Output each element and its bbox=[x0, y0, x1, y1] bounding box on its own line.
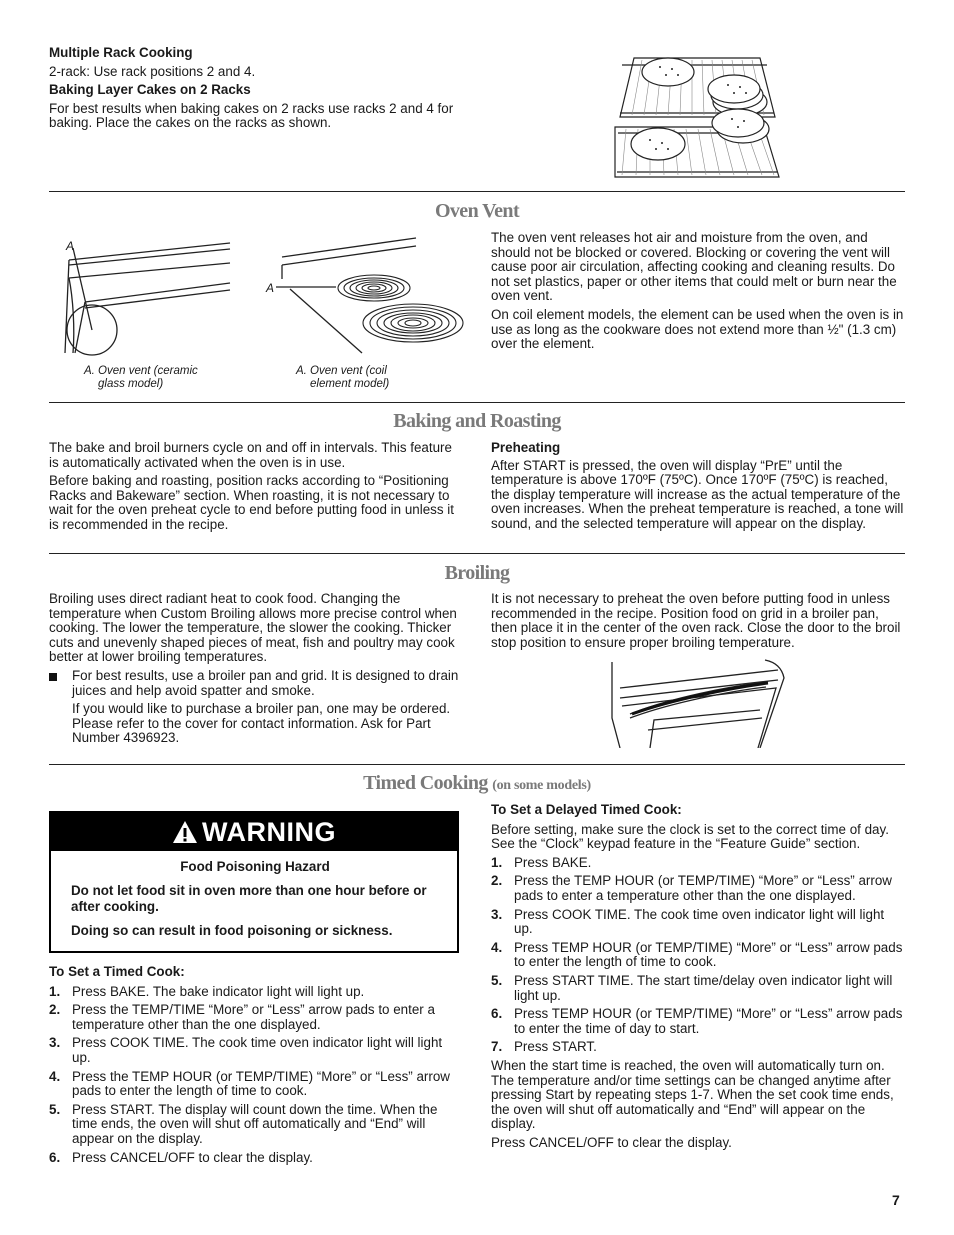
warning-triangle-icon bbox=[172, 820, 198, 844]
delayed-cook-p2: Press CANCEL/OFF to clear the display. bbox=[491, 1134, 732, 1150]
step-number: 2. bbox=[49, 1002, 61, 1018]
preheating-text: After START is pressed, the oven will display “PrE” until the temperature is above 170ºF (75ºC). Once 170ºF (75ºC) is reached, the display temperature will increase as the actual temperature of the oven increases. When the preheat temperature is reached, a tone will sound, and the selected temperature will appear on the display. bbox=[491, 457, 904, 531]
step-item bbox=[491, 874, 905, 903]
divider-3 bbox=[49, 553, 905, 554]
figure-label-a-coil: A bbox=[266, 281, 275, 295]
oven-vent-p2: On coil element models, the element can be used when the oven is in use as long as the cookware does not extend more than ½" (1.3 cm) over the element. bbox=[491, 306, 904, 352]
step-item bbox=[491, 974, 905, 1003]
step-text: Press START. bbox=[514, 1039, 597, 1055]
warning-line2: Doing so can result in food poisoning or sickness. bbox=[71, 923, 393, 938]
broiling-title: Broiling bbox=[444, 562, 510, 584]
step-number: 1. bbox=[491, 854, 503, 870]
coil-vent-illustration bbox=[276, 235, 481, 360]
step-text: Press BAKE. The bake indicator light will light up. bbox=[72, 983, 365, 999]
broiling-bullet-p2: If you would like to purchase a broiler pan, one may be ordered. Please refer to the cover for contact information. Ask for Part Number 4396923. bbox=[72, 701, 451, 746]
rack-heading: Multiple Rack Cooking bbox=[49, 45, 193, 60]
step-number: 2. bbox=[491, 873, 503, 889]
delayed-cook-p1: When the start time is reached, the oven will automatically turn on. The temperature and/or time settings can be changed anytime after pressing Start by repeating steps 1-7. When the set cook time ends, the oven will shut off automatically and “End” will appear on the display. bbox=[491, 1057, 894, 1132]
divider-1 bbox=[49, 191, 905, 192]
delayed-cook-intro: Before setting, make sure the clock is set to the correct time of day. See the “Clock” keypad feature in the “Feature Guide” section. bbox=[491, 821, 889, 852]
step-text: Press COOK TIME. The cook time oven indicator light will light up. bbox=[514, 906, 885, 937]
step-text: Press TEMP HOUR (or TEMP/TIME) “More” or “Less” arrow pads to enter the time of day to start. bbox=[514, 1006, 903, 1036]
warning-box bbox=[49, 811, 459, 953]
step-item bbox=[49, 1070, 464, 1099]
step-text: Press START. The display will count down the time. When the time ends, the oven will shut off automatically and “End” will appear on the display. bbox=[72, 1101, 438, 1146]
broiling-right-text: It is not necessary to preheat the oven before putting food in unless recommended in the recipe. Position food on grid in a broiler pan, then place it in the center of the oven rack. Close the door to the broil stop position to ensure proper broiling temperature. bbox=[491, 591, 901, 650]
oven-vent-title: Oven Vent bbox=[434, 200, 520, 222]
layer-cakes-text: For best results when baking cakes on 2 racks use racks 2 and 4 for baking. Place the cakes on the racks as shown. bbox=[49, 100, 454, 131]
baking-title: Baking and Roasting bbox=[393, 410, 561, 432]
broiling-p1: Broiling uses direct radiant heat to cook food. Changing the temperature when Custom Broiling allows more precise control when cooking. The lower the temperature, the slower the cooking. Thicker cuts and unevenly shaped pieces of meat, fish and poultry may cook better at lower broiling temperatures. bbox=[49, 591, 457, 665]
timed-cook-heading: To Set a Timed Cook: bbox=[49, 964, 185, 979]
rack-section bbox=[49, 46, 464, 135]
caption-ceramic bbox=[84, 365, 254, 390]
step-number: 6. bbox=[49, 1149, 61, 1165]
step-item bbox=[49, 1151, 464, 1166]
warning-hazard: Food Poisoning Hazard bbox=[180, 859, 330, 874]
step-item bbox=[49, 1036, 464, 1065]
step-text: Press the TEMP/TIME “More” or “Less” arrow pads to enter a temperature other than the one displayed. bbox=[72, 1002, 435, 1032]
step-number: 4. bbox=[491, 939, 503, 955]
oven-vent-p1: The oven vent releases hot air and moisture from the oven, and should not be blocked or covered. Blocking or covering the vent will cause poor air circulation, affecting cooking and cleaning results. Do not set plastics, paper or other items that could melt or burn near the oven vent. bbox=[491, 230, 897, 304]
step-number: 7. bbox=[491, 1039, 503, 1055]
divider-4 bbox=[49, 764, 905, 765]
delayed-cook-section bbox=[491, 803, 905, 1154]
step-text: Press START TIME. The start time/delay oven indicator light will light up. bbox=[514, 972, 893, 1003]
rack-text: 2-rack: Use rack positions 2 and 4. bbox=[49, 63, 256, 79]
step-item bbox=[491, 1007, 905, 1036]
oven-vent-text bbox=[491, 231, 905, 356]
broiling-right bbox=[491, 592, 905, 654]
warning-label: WARNING bbox=[202, 816, 336, 847]
step-item bbox=[49, 1003, 464, 1032]
timed-cook-section bbox=[49, 965, 464, 1169]
step-item bbox=[49, 985, 464, 1000]
layer-cakes-heading: Baking Layer Cakes on 2 Racks bbox=[49, 82, 251, 98]
step-number: 3. bbox=[491, 906, 503, 922]
timed-cooking-subtitle: (on some models) bbox=[492, 778, 591, 793]
step-number: 6. bbox=[491, 1006, 503, 1022]
step-item bbox=[491, 941, 905, 970]
broil-door-illustration bbox=[610, 648, 788, 748]
step-item bbox=[49, 1103, 464, 1147]
step-number: 3. bbox=[49, 1035, 61, 1051]
baking-p1: The bake and broil burners cycle on and off in intervals. This feature is automatically activated when the oven is in use. bbox=[49, 440, 452, 470]
warning-header bbox=[51, 813, 457, 851]
caption-coil-line2: element model) bbox=[310, 377, 390, 390]
step-number: 1. bbox=[49, 983, 61, 999]
step-item bbox=[491, 1040, 905, 1055]
delayed-cook-steps bbox=[491, 856, 905, 1055]
caption-coil-line1: A. Oven vent (coil bbox=[296, 365, 387, 377]
square-bullet-icon bbox=[49, 673, 57, 681]
step-number: 5. bbox=[49, 1101, 61, 1117]
step-number: 4. bbox=[49, 1068, 61, 1084]
delayed-cook-heading: To Set a Delayed Timed Cook: bbox=[491, 802, 682, 817]
step-number: 5. bbox=[491, 972, 503, 988]
step-text: Press CANCEL/OFF to clear the display. bbox=[72, 1149, 313, 1165]
caption-ceramic-line1: A. Oven vent (ceramic bbox=[84, 365, 198, 377]
broiling-bullet bbox=[49, 669, 464, 698]
preheating-heading: Preheating bbox=[491, 440, 561, 455]
divider-2 bbox=[49, 402, 905, 403]
step-text: Press the TEMP HOUR (or TEMP/TIME) “More” or “Less” arrow pads to enter a temperature other than the one displayed. bbox=[514, 873, 892, 903]
baking-left bbox=[49, 441, 464, 537]
timed-cook-steps bbox=[49, 985, 464, 1166]
broiling-left bbox=[49, 592, 464, 750]
step-text: Press COOK TIME. The cook time oven indicator light will light up. bbox=[72, 1035, 443, 1065]
baking-p2: Before baking and roasting, position racks according to “Positioning Racks and Bakeware” section. When roasting, it is not necessary to wait for the oven preheat cycle to end before putting food in unless it is recommended in the recipe. bbox=[49, 473, 454, 532]
step-text: Press BAKE. bbox=[514, 854, 592, 870]
baking-right bbox=[491, 441, 905, 536]
step-item bbox=[491, 908, 905, 937]
ceramic-vent-illustration bbox=[55, 238, 235, 358]
warning-body bbox=[51, 851, 457, 939]
page-number: 7 bbox=[892, 1192, 900, 1208]
broiling-bullet-text: For best results, use a broiler pan and grid. It is designed to drain juices and help avoid spatter and smoke. bbox=[72, 667, 459, 698]
step-item bbox=[491, 856, 905, 871]
caption-coil bbox=[296, 365, 466, 390]
figure-label-a: A bbox=[66, 239, 75, 253]
caption-ceramic-line2: glass model) bbox=[98, 377, 164, 390]
warning-line1: Do not let food sit in oven more than one hour before or after cooking. bbox=[71, 883, 427, 914]
timed-cooking-title bbox=[0, 772, 954, 794]
timed-cooking-title-text: Timed Cooking bbox=[363, 772, 488, 794]
two-rack-cakes-illustration bbox=[612, 55, 782, 180]
step-text: Press TEMP HOUR (or TEMP/TIME) “More” or “Less” arrow pads to enter the length of time to cook. bbox=[514, 939, 903, 970]
step-text: Press the TEMP HOUR (or TEMP/TIME) “More” or “Less” arrow pads to enter the length of time to cook. bbox=[72, 1068, 450, 1099]
